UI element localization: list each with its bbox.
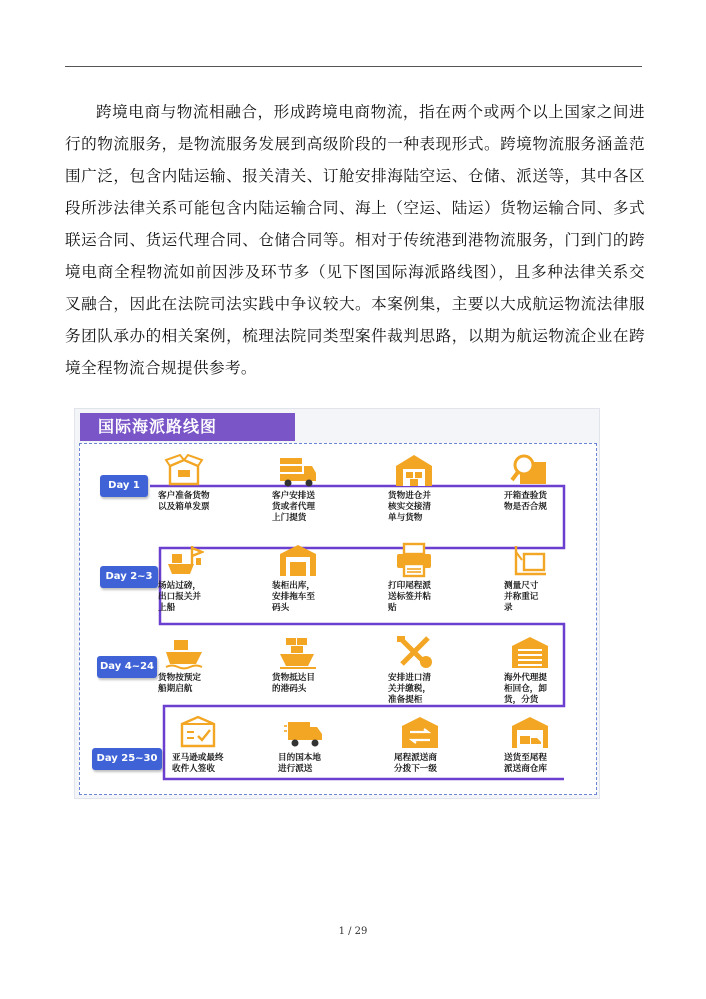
inspect-box-icon: [510, 452, 550, 488]
step-label: 客户准备货物 以及箱单发票: [158, 491, 210, 512]
step-label: 货物按预定 船期启航: [158, 673, 201, 694]
final-warehouse-icon: [510, 714, 550, 750]
step-warehouse-in: [388, 452, 478, 524]
day-badge-3: Day 4~24: [97, 656, 157, 678]
step-signed: [172, 714, 262, 775]
step-pickup: [272, 452, 362, 524]
body-paragraph: 跨境电商与物流相融合，形成跨境电商物流，指在两个或两个以上国家之间进行的物流服务，是物流服务发展到高级阶段的一种表现形式。跨境物流服务涵盖范围广泛，包含内陆运输、报关清关、订舱安排海陆空运、仓储、派送等，其中各区段所涉法律关系可能包含内陆运输合同、海上（空运、陆运）货物运输合同、多式联运合同、货运代理合同、仓储合同等。相对于传统港到港物流服务，门到门的跨境电商全程物流如前因涉及环节多（见下图国际海派路线图），且多种法律关系交叉融合，因此在法院司法实践中争议较大。本案例集，主要以大成航运物流法律服务团队承办的相关案例，梳理法院同类型案件裁判思路，以期为航运物流企业在跨境全程物流合规提供参考。: [65, 103, 645, 377]
step-local-delivery: [278, 714, 368, 775]
step-label: 目的国本地 进行派送: [278, 753, 321, 774]
header-rule: [65, 66, 642, 67]
day-badge-2: Day 2~3: [100, 566, 158, 588]
step-final-warehouse: [504, 714, 594, 775]
transfer-warehouse-icon: [400, 714, 440, 750]
step-arrival: [272, 634, 362, 695]
port-ship-icon: [164, 542, 204, 578]
day-badge-4: Day 25~30: [92, 748, 162, 770]
step-measure: [504, 542, 594, 614]
step-label: 货物抵达目 的港码头: [272, 673, 315, 694]
page-number: 1 / 29: [338, 926, 368, 937]
local-delivery-icon: [284, 714, 324, 750]
step-prepare-goods: [158, 452, 248, 513]
step-distribution: [394, 714, 484, 775]
overseas-warehouse-icon: [510, 634, 550, 670]
route-figure: [74, 408, 600, 799]
step-label: 测量尺寸 并称重记 录: [504, 581, 539, 613]
container-ship-icon: [278, 634, 318, 670]
step-inspection: [504, 452, 594, 513]
step-loading: [272, 542, 362, 614]
step-label: 亚马逊或最终 收件人签收: [172, 753, 224, 774]
step-label: 客户安排送 货或者代理 上门提货: [272, 491, 315, 523]
step-export-customs: [158, 542, 248, 614]
step-label: 货物进仓并 核实交接清 单与货物: [388, 491, 431, 523]
delivery-truck-icon: [278, 452, 318, 488]
figure-title: 国际海派路线图: [80, 413, 295, 441]
step-label: 打印尾程派 送标签并粘 贴: [388, 581, 431, 613]
step-sailing: [158, 634, 248, 695]
open-box-icon: [164, 452, 204, 488]
step-label: 海外代理提 柜回仓，卸 货，分货: [504, 673, 547, 705]
day-badge-1: Day 1: [100, 475, 148, 497]
printer-icon: [394, 542, 434, 578]
step-label: 开箱查验货 物是否合规: [504, 491, 547, 512]
step-label: 装柜出库， 安排拖车至 码头: [272, 581, 315, 613]
step-label: 安排进口清 关并缴税， 准备提柜: [388, 673, 431, 705]
cargo-ship-icon: [164, 634, 204, 670]
measure-icon: [510, 542, 550, 578]
signed-package-icon: [178, 714, 218, 750]
warehouse-icon: [394, 452, 434, 488]
figure-frame: [79, 443, 597, 795]
warehouse-loading-icon: [278, 542, 318, 578]
step-import-customs: [388, 634, 478, 706]
step-overseas-warehouse: [504, 634, 594, 706]
step-label: 场站过磅， 出口报关并 上船: [158, 581, 201, 613]
step-label: 送货至尾程 派送商仓库: [504, 753, 547, 774]
tools-icon: [394, 634, 434, 670]
step-labeling: [388, 542, 478, 614]
step-label: 尾程派送商 分拨下一级: [394, 753, 437, 774]
